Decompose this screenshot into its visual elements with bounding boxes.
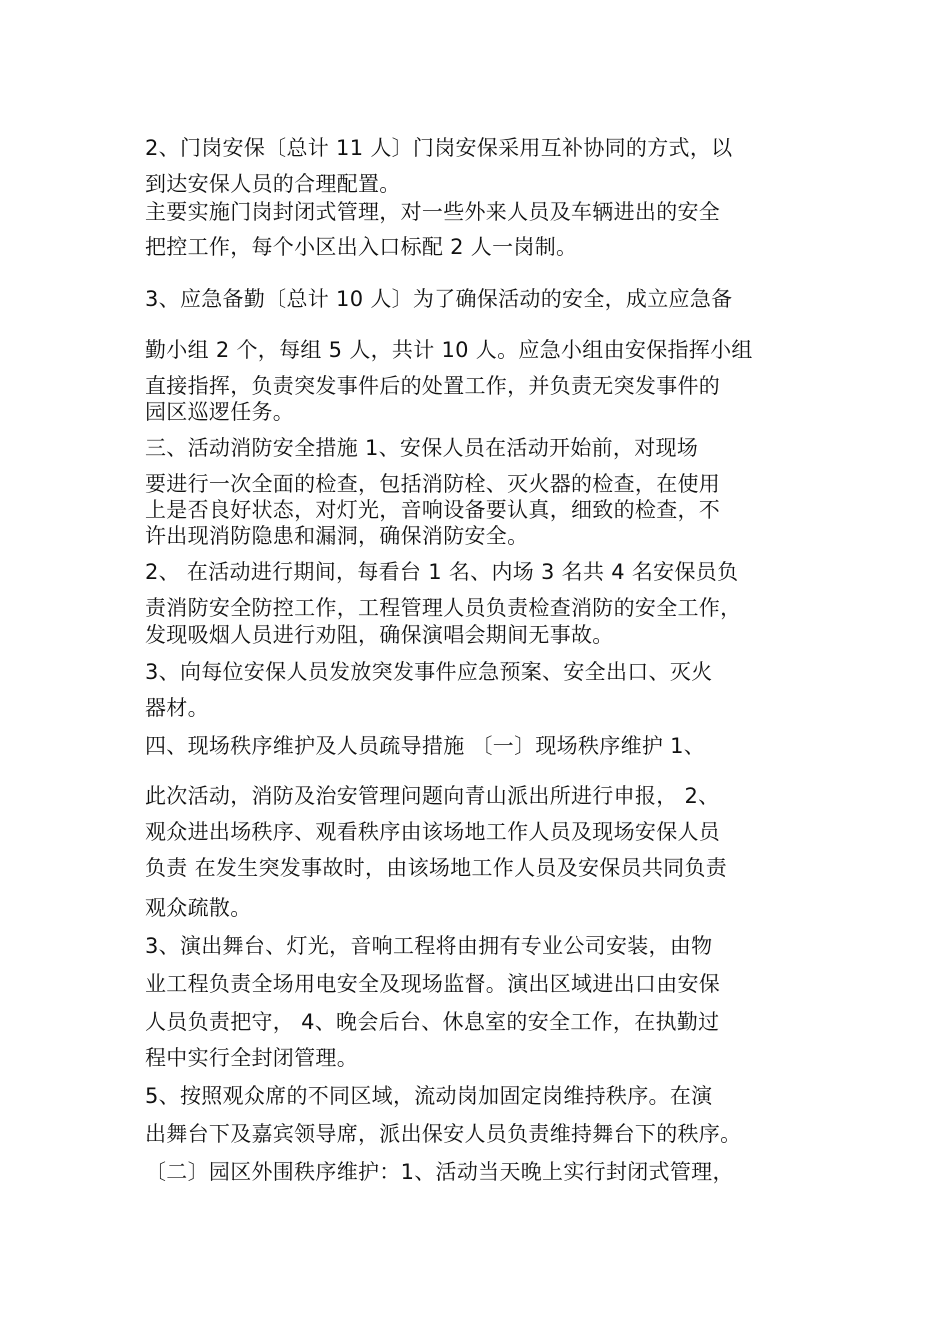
- text-line: 把控工作，每个小区出入口标配 2 人一岗制。: [145, 235, 578, 259]
- text-line: 责消防安全防控工作，工程管理人员负责检查消防的安全工作，: [145, 596, 742, 620]
- text-line: 3、应急备勤〔总计 10 人〕为了确保活动的安全，成立应急备: [145, 287, 733, 311]
- text-line: 〔二〕园区外围秩序维护：1、活动当天晚上实行封闭式管理，: [145, 1160, 734, 1184]
- text-line: 发现吸烟人员进行劝阻，确保演唱会期间无事故。: [145, 623, 614, 647]
- text-line: 程中实行全封闭管理。: [145, 1046, 358, 1070]
- text-line: 直接指挥，负责突发事件后的处置工作，并负责无突发事件的: [145, 374, 721, 398]
- text-line: 观众进出场秩序、观看秩序由该场地工作人员及现场安保人员: [145, 820, 721, 844]
- text-line: 出舞台下及嘉宾领导席，派出保安人员负责维持舞台下的秩序。: [145, 1122, 742, 1146]
- text-line: 人员负责把守， 4、晚会后台、休息室的安全工作，在执勤过: [145, 1010, 720, 1034]
- text-line: 此次活动，消防及治安管理问题向青山派出所进行申报， 2、: [145, 784, 720, 808]
- text-line: 2、门岗安保〔总计 11 人〕门岗安保采用互补协同的方式，以: [145, 136, 733, 160]
- text-line: 勤小组 2 个，每组 5 人，共计 10 人。应急小组由安保指挥小组: [145, 338, 753, 362]
- text-line: 负责 在发生突发事故时，由该场地工作人员及安保员共同负责: [145, 856, 728, 880]
- text-line: 许出现消防隐患和漏洞，确保消防安全。: [145, 524, 529, 548]
- text-line: 5、按照观众席的不同区域，流动岗加固定岗维持秩序。在演: [145, 1084, 713, 1108]
- text-line: 要进行一次全面的检查，包括消防栓、灭火器的检查，在使用: [145, 472, 721, 496]
- text-line: 四、现场秩序维护及人员疏导措施 〔一〕现场秩序维护 1、: [145, 734, 706, 758]
- text-line: 器材。: [145, 696, 209, 720]
- text-line: 2、 在活动进行期间，每看台 1 名、内场 3 名共 4 名安保员负: [145, 560, 739, 584]
- text-line: 三、活动消防安全措施 1、安保人员在活动开始前，对现场: [145, 436, 699, 460]
- text-line: 3、向每位安保人员发放突发事件应急预案、安全出口、灭火: [145, 660, 713, 684]
- text-line: 园区巡逻任务。: [145, 400, 295, 424]
- text-line: 观众疏散。: [145, 896, 252, 920]
- text-line: 业工程负责全场用电安全及现场监督。演出区域进出口由安保: [145, 972, 721, 996]
- text-line: 3、演出舞台、灯光，音响工程将由拥有专业公司安装，由物: [145, 934, 713, 958]
- text-line: 主要实施门岗封闭式管理，对一些外来人员及车辆进出的安全: [145, 200, 721, 224]
- text-line: 到达安保人员的合理配置。: [145, 172, 401, 196]
- text-line: 上是否良好状态，对灯光，音响设备要认真，细致的检查，不: [145, 498, 721, 522]
